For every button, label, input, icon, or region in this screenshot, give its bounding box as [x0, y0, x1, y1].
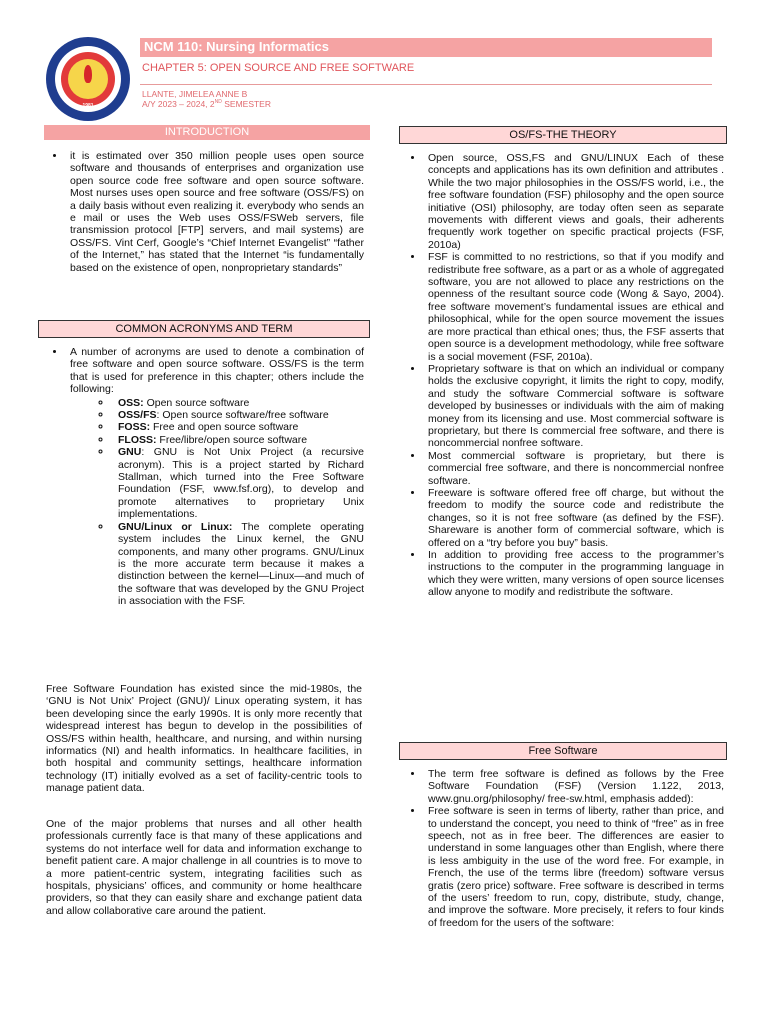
list-item: • Free software is seen in terms of liberty, rather than price, and to understand the concept, you need to think of “free” as in free speech, not as in free beer. The differences are easier to understand in some languages other than English, where there is less ambiguity in the use of the word free. For example, in French, the use of the terms libre (freedom) software versus gratis (zero price) software. Free software is described in terms of the users’ freedom to run, copy, distribute, study, change, and improve the software. More precisely, it refers to four kinds of freedom for the users of the software: [424, 805, 724, 929]
list-item: • Open source, OSS,FS and GNU/LINUX Each of these concepts and applications has its own definition and attributes . While the two major philosophies in the OSS/FS world, i.e., the free software foundation (FSF) philosophy and the open source initiative (OSI) philosophy, are today often seen as separate movements with different views and goals, their adherents frequently work together on specific practical projects (FSF, 2010a) [424, 152, 724, 251]
list-item: • Freeware is software offered free off charge, but without the freedom to modify the source code and redistribute the changes, so it is not free software (as defined by the FSF). Shareware is another form of commercial software, which is offered on a “try before you buy” basis. [424, 487, 724, 549]
acronym-item: ◦ GNU: GNU is Not Unix Project (a recursive acronym). This is a project started by Richard Stallman, which turned into the Free Software Foundation (FSF, www.fsf.org), to develop and promote alternatives to proprietary Unix implementations. [112, 446, 364, 520]
logo-year: 1981 [82, 103, 94, 109]
acronym-list [70, 397, 364, 608]
list-item: • In addition to providing free access to the programmer’s instructions to the computer in the programming language in which they were written, many versions of open source licenses allow anyone to modify and redistribute the software. [424, 549, 724, 599]
acronyms-section [46, 346, 364, 608]
free-software-heading: Free Software [399, 742, 727, 760]
list-item: • The term free software is defined as follows by the Free Software Foundation (FSF) (Version 1.122, 2013, www.gnu.org/philosophy/ free-sw.html, emphasis added): [424, 768, 724, 805]
acronym-item: ◦ OSS: Open source software [112, 397, 364, 409]
list-item: • FSF is committed to no restrictions, so that if you modify and redistribute free software, as a part or as a whole of aggregated software, you are not allowed to place any restrictions on the openness of the resultant source code (Wong & Sayo, 2004). free software movement’s fundamental issues are ethical and philosophical, while for the open source movement the issues are more practical than ethical ones; thus, the FSF asserts that open source is a development methodology, while free software is a social movement (FSF, 2010a). [424, 251, 724, 363]
theory-heading: OS/FS-THE THEORY [399, 126, 727, 144]
list-item: • Proprietary software is that on which an individual or company holds the exclusive copyright, it limits the right to copy, modify, and study the software Commercial software is software developed by businesses or individuals with the aim of making money from its licensing and use. Most commercial software is proprietary, but there Is commercial free software, and there is noncommercial nonfree software. [424, 363, 724, 450]
list-item: • A number of acronyms are used to denote a combination of free software and open source software. OSS/FS is the term that is used for preference in this chapter; others include the following: ◦ OSS: Open source software ◦ OSS/FS: Open source software/free software ◦ FOSS: Free and open source software ◦ FLOSS: Free/libre/open source software ◦ GNU: GNU is Not Unix Project (a recursive acronym). This is a project started by Richard Stallman, which turned into the Free Software Foundation (FSF, www.fsf.org), to develop and promote alternatives to proprietary Unix implementations. ◦ GNU/Linux or Linux: The complete operating system includes the Linux kernel, the GNU components, and many other programs. GNU/Linux is the more accurate term because it makes a distinction between the kernel—Linux—and much of the software that was developed by the GNU Project in association with the FSF. [66, 346, 364, 608]
acronym-item: ◦ GNU/Linux or Linux: The complete operating system includes the Linux kernel, the GNU components, and many other programs. GNU/Linux is the more accurate term because it makes a distinction between the kernel—Linux—and much of the software that was developed by the GNU Project in association with the FSF. [112, 521, 364, 608]
list-item: • Most commercial software is proprietary, but there is commercial free software, and there is noncommercial nonfree software. [424, 450, 724, 487]
acronyms-heading: COMMON ACRONYMS AND TERM [38, 320, 370, 338]
university-seal-logo [46, 37, 130, 121]
academic-year: A/Y 2023 – 2024, 2ND SEMESTER [142, 99, 271, 109]
acronym-item: ◦ FOSS: Free and open source software [112, 421, 364, 433]
chapter-title: CHAPTER 5: OPEN SOURCE AND FREE SOFTWARE [142, 62, 415, 74]
header-divider [140, 84, 712, 85]
free-software-section [428, 768, 724, 929]
paragraph-foundation: Free Software Foundation has existed since the mid-1980s, the ‘GNU is Not Unix’ Project (GNU)/ Linux operating system, it has been developing since the early 1990s. It is only more recently that widespread interest has begun to develop in the possibilities of OSS/FS within health, healthcare, and nursing, and within nursing informatics (NI) and health informatics. In healthcare facilities, in both hospital and community settings, healthcare information technology (IT) initially evolved as a set of facility-centric tools to manage patient data. [46, 683, 362, 795]
course-title: NCM 110: Nursing Informatics [144, 39, 329, 54]
introduction-section [46, 150, 364, 274]
theory-section [428, 152, 724, 599]
list-item: • it is estimated over 350 million people uses open source software and thousands of enterprises and organization use open source code free software and open source software. Most nurses uses open source and free software (OSS/FS) on a daily basis without even realizing it. everybody who sends an e mail or uses the Web uses OSS/FSWeb servers, file transmission protocol [FTP] servers, and mail systems) are OSS/FS. Vint Cerf, Google’s “Chief Internet Evangelist” “father of the Internet,” has stated that the Internet “is fundamentally based on the existence of open, nonproprietary standards” [66, 150, 364, 274]
paragraph-problems: One of the major problems that nurses and all other health professionals currently face is that many of these applications and systems do not interface well for data and information exchange to benefit patient care. A major challenge in all countries is to move to a more patient-centric system, integrating facilities such as hospitals, physicians’ offices, and community or home healthcare providers, so that they can easily share and exchange patient data and allow collaborative care around the patient. [46, 818, 362, 917]
author-name: LLANTE, JIMELEA ANNE B [142, 89, 248, 99]
acronym-item: ◦ FLOSS: Free/libre/open source software [112, 434, 364, 446]
acronym-item: ◦ OSS/FS: Open source software/free software [112, 409, 364, 421]
introduction-heading: INTRODUCTION [44, 125, 370, 140]
